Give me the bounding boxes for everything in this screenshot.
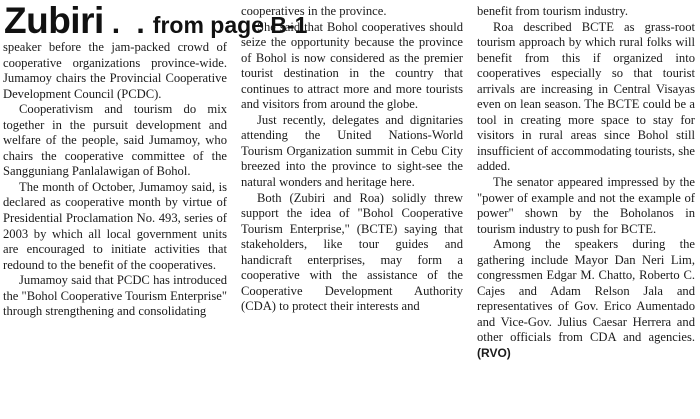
article-paragraph: Both (Zubiri and Roa) solidly threw support the idea of "Bohol Cooperative Tourism Enterprise," (BCTE) saying that stakeholders, like tour guides and handicraft enterprises, may form a cooperative with the assistance of the Cooperative Development Authority (CDA) to protect their interests and — [241, 190, 463, 314]
article-paragraph: She said that Bohol cooperatives should seize the opportunity because the province of Bohol is now considered as the premier tourist destination in the country that continues to attract more and more tourists and visitors from around the globe. — [241, 19, 463, 112]
article-paragraph-text: Among the speakers during the gathering include Mayor Dan Neri Lim, congressmen Edgar M. Chatto, Roberto C. Cajes and Adam Relson Jala and representatives of Gov. Erico Aumentado and Vice-Gov. Julius Caesar Herrera and other officials from CDA and agencies. — [477, 237, 695, 345]
article-paragraph: The month of October, Jumamoy said, is declared as cooperative month by virtue of Presidential Proclamation No. 493, series of 2003 by which all local government units are encouraged to initiate activities that redound to the benefit of the cooperatives. — [3, 179, 227, 272]
article-paragraph: speaker before the jam-packed crowd of cooperative organizations province-wide. Jumamoy chairs the Provincial Cooperative Development Council (PCDC). — [3, 40, 227, 101]
article-column-1 — [3, 40, 227, 419]
article-paragraph: benefit from tourism industry. — [477, 4, 628, 18]
article-byline: (RVO) — [477, 346, 511, 361]
article-paragraph — [477, 237, 695, 361]
article-column-2 — [241, 4, 463, 419]
headline-name: Zubiri — [4, 0, 104, 41]
article-paragraph: The senator appeared impressed by the "power of example and not the example of power" shown by the Boholanos in tourism industry to push for BCTE. — [477, 175, 695, 236]
article-paragraph: Jumamoy said that PCDC has introduced the "Bohol Cooperative Tourism Enterprise" through strengthening and consolidating — [3, 273, 227, 319]
article-paragraph: Cooperativism and tourism do mix together in the pursuit development and welfare of the people, said Jumamoy, who chairs the cooperative committee of the Sangguniang Panlalawigan of Bohol. — [3, 102, 227, 179]
headline-dots: . . — [111, 7, 149, 40]
article-column-3 — [477, 4, 695, 419]
article-paragraph: cooperatives in the province. — [241, 4, 387, 18]
article-paragraph: Just recently, delegates and dignitaries attending the United Nations-World Tourism Organization summit in Cebu City breezed into the province to sight-see the natural wonders and heritage here. — [241, 112, 463, 190]
article-paragraph: Roa described BCTE as grass-root tourism approach by which rural folks will benefit from this if organized into cooperatives especially so that tourist arrivals are increasing in Central Visayas even on lean season. The BCTE could be a tool in creating more space to stay for visitors in rural areas since Bohol still insufficient of accommodating tourists, she added. — [477, 19, 695, 174]
headline-jump-reference: from page B-1 — [152, 12, 308, 38]
